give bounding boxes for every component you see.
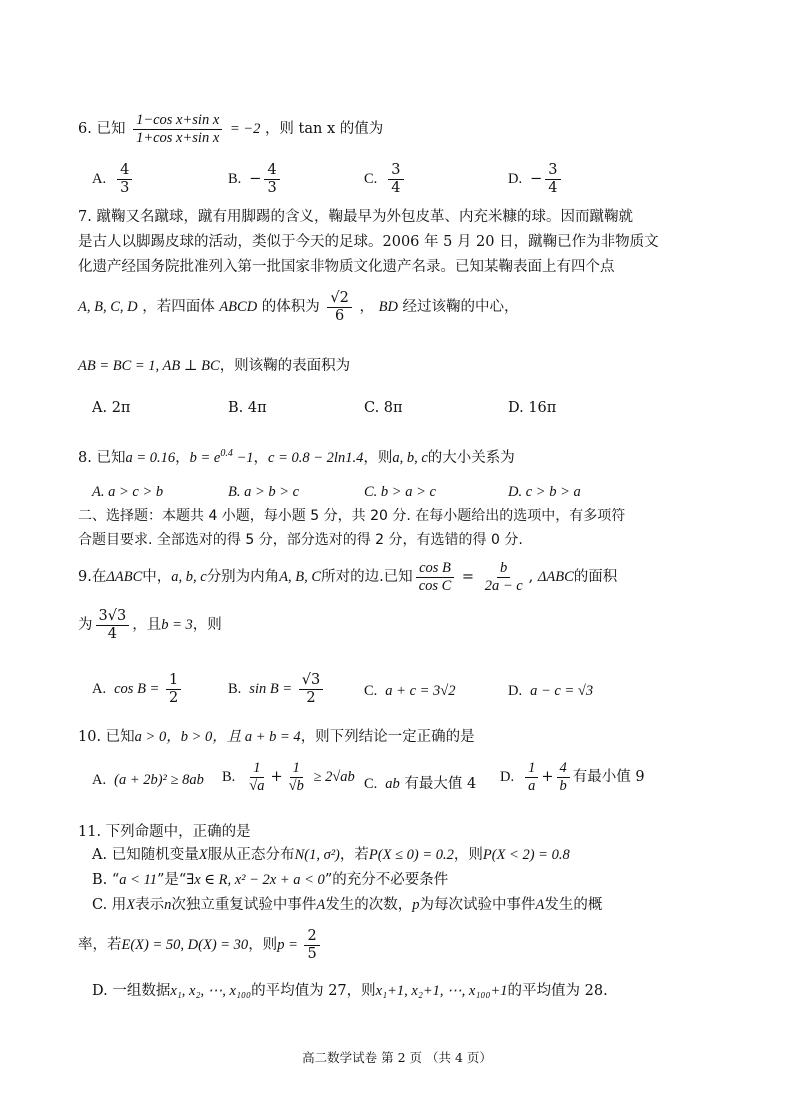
q8-option-c[interactable]: C. b > a > c <box>364 484 436 500</box>
section-2-instructions: 合题目要求. 全部选对的得 5 分，部分选对的得 2 分，有选错的得 0 分. <box>78 532 523 548</box>
q7-option-a[interactable]: A. 2π <box>92 400 131 416</box>
q11-stem: 11. 下列命题中，正确的是 <box>78 824 251 840</box>
q11-option-d[interactable]: D. 一组数据x₁, x₂, ⋯, x₁₀₀的平均值为 27，则x₁+1, x₂+1, ⋯, x₁₀₀+1的平均值为 28. <box>92 983 608 999</box>
q7-line-1: 7. 蹴鞠又名蹴球，蹴有用脚踢的含义，鞠最早为外包皮革、内充米糠的球。因而蹴鞠就 <box>78 209 633 225</box>
page-footer: 高二数学试卷 第 2 页 （共 4 页） <box>302 1050 492 1065</box>
q9-option-a[interactable]: A. cos B = $\frac{1}{2}$ <box>92 672 184 706</box>
q7-option-b[interactable]: B. 4π <box>228 400 267 416</box>
q7-line-5: AB = BC = 1, AB ⊥ BC，则该鞠的表面积为 <box>78 358 351 374</box>
q9-option-c[interactable]: C. a + c = 3√2 <box>364 683 456 699</box>
q6-suffix: ，则 tan x 的值为 <box>264 121 384 138</box>
q9-stem-line-2: 为 $\frac{3√3}{4}$ ，且b = 3，则 <box>78 608 222 642</box>
q6-equals: = −2 <box>229 121 261 138</box>
q7-volume-fraction: $\frac{√2}{6}$ <box>327 290 351 324</box>
q7-option-c[interactable]: C. 8π <box>364 400 403 416</box>
q8-option-d[interactable]: D. c > b > a <box>508 484 581 500</box>
q6-fraction-denominator: 1+cos x+sin x <box>136 129 220 146</box>
q7-line-2: 是古人以脚踢皮球的活动，类似于今天的足球。2006 年 5 月 20 日，蹴鞠已作为非物质文 <box>78 234 659 250</box>
q6-option-c[interactable]: C. $\frac{3}{4}$ <box>364 162 407 196</box>
q8-stem: 8. 已知a = 0.16，$b = e^{0.4} -1$，c = 0.8 − 2ln1.4，则a, b, c的大小关系为 <box>78 448 515 466</box>
q8-option-a[interactable]: A. a > c > b <box>92 484 164 500</box>
section-2-heading: 二、选择题：本题共 4 小题，每小题 5 分，共 20 分. 在每小题给出的选项中，有多项符 <box>78 508 626 524</box>
q10-option-c[interactable]: C. ab 有最大值 4 <box>364 776 477 792</box>
q6-stem <box>78 112 383 146</box>
q9-option-b[interactable]: B. sin B = $\frac{√3}{2}$ <box>228 672 326 706</box>
q7-line-3: 化遗产经国务院批准列入第一批国家非物质文化遗产名录。已知某鞠表面上有四个点 <box>78 259 615 275</box>
q11-option-c-line-2: 率，若E(X) = 50, D(X) = 30，则p = $\frac{2}{5}$ <box>78 928 323 962</box>
q9-option-d[interactable]: D. a − c = √3 <box>508 683 594 699</box>
q6-option-b[interactable]: B. − $\frac{4}{3}$ <box>228 162 283 196</box>
q6-fraction-numerator: 1−cos x+sin x <box>133 112 222 130</box>
q11-option-c[interactable]: C. 用X表示n次独立重复试验中事件A发生的次数，p为每次试验中事件A发生的概 <box>92 897 603 913</box>
q11-option-a[interactable]: A. 已知随机变量X服从正态分布N(1, σ²)，若P(X ≤ 0) = 0.2，则P(X < 2) = 0.8 <box>92 847 570 863</box>
q10-stem: 10. 已知a > 0，b > 0，且 a + b = 4，则下列结论一定正确的是 <box>78 729 475 745</box>
q7-line-4: A, B, C, D ，若四面体 ABCD 的体积为 $\frac{√2}{6}$ ， BD 经过该鞠的中心， <box>78 290 519 324</box>
q10-option-a[interactable]: A. (a + 2b)² ≥ 8ab <box>92 772 204 788</box>
q6-prefix: 6. 已知 <box>78 121 126 138</box>
q7-option-d[interactable]: D. 16π <box>508 400 557 416</box>
q6-fraction <box>133 112 222 146</box>
q11-option-b[interactable]: B. “a < 11”是“∃x ∈ R, x² − 2x + a < 0”的充分不必要条件 <box>92 872 449 888</box>
q10-option-b[interactable]: B. $\frac{1}{√a}$ + $\frac{1}{√b}$ ≥ 2√ab <box>222 760 355 794</box>
q6-option-a[interactable]: A. $\frac{4}{3}$ <box>92 162 135 196</box>
q8-option-b[interactable]: B. a > b > c <box>228 484 300 500</box>
q9-stem: 9.在ΔABC中，a, b, c分别为内角A, B, C所对的边.已知 $\frac{\text{cos B}}{\text{cos C}}$ = $\frac{b}{2a - c}$ , ΔABC的面积 <box>78 560 618 594</box>
q10-option-d[interactable]: D. $\frac{1}{a}$ + $\frac{4}{b}$ 有最小值 9 <box>500 760 645 794</box>
q6-option-d[interactable]: D. − $\frac{3}{4}$ <box>508 162 564 196</box>
